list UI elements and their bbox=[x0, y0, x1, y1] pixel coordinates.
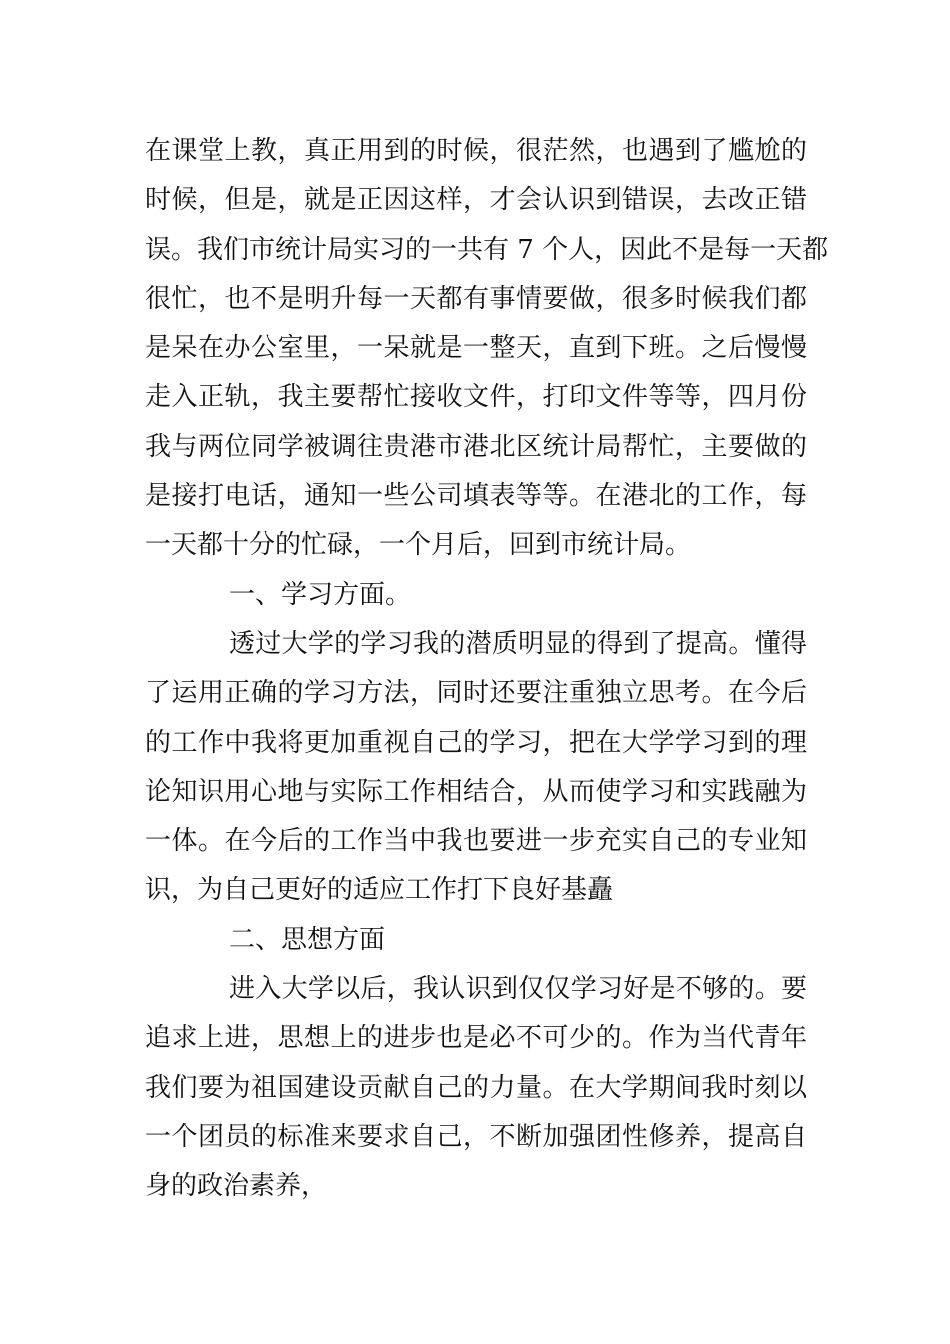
text-line: 论知识用心地与实际工作相结合，从而使学习和实践融为 bbox=[145, 776, 807, 807]
text-line: 走入正轨，我主要帮忙接收文件，打印文件等等，四月份 bbox=[145, 382, 807, 413]
text-line: 在课堂上教，真正用到的时候，很茫然，也遇到了尴尬的 bbox=[145, 136, 807, 166]
text-line: 身的政治素养， bbox=[145, 1171, 328, 1202]
body-text bbox=[145, 127, 829, 1212]
text-line: 的工作中我将更加重视自己的学习，把在大学学习到的理 bbox=[145, 727, 807, 758]
section-heading: 二、思想方面 bbox=[229, 924, 386, 955]
text-line: 是呆在办公室里，一呆就是一整天，直到下班。之后慢慢 bbox=[145, 333, 807, 364]
text-line: 很忙，也不是明升每一天都有事情要做，很多时候我们都 bbox=[145, 283, 807, 314]
text-line: 是接打电话，通知一些公司填表等等。在港北的工作，每 bbox=[145, 481, 807, 512]
text-line: 了运用正确的学习方法，同时还要注重独立思考。在今后 bbox=[145, 678, 807, 709]
text-line: 时候，但是，就是正因这样，才会认识到错误，去改正错 bbox=[145, 185, 807, 216]
text-line: 透过大学的学习我的潜质明显的得到了提高。懂得 bbox=[229, 628, 807, 659]
text-line: 识，为自己更好的适应工作打下良好基矗 bbox=[145, 875, 614, 906]
section-heading: 一、学习方面。 bbox=[229, 579, 412, 610]
text-line: 误。我们市统计局实习的一共有 7 个人，因此不是每一天都 bbox=[145, 234, 829, 265]
text-line: 我们要为祖国建设贡献自己的力量。在大学期间我时刻以 bbox=[145, 1072, 807, 1103]
text-line: 追求上进，思想上的进步也是必不可少的。作为当代青年 bbox=[145, 1023, 807, 1054]
text-line: 一天都十分的忙碌，一个月后，回到市统计局。 bbox=[145, 530, 692, 561]
text-line: 一个团员的标准来要求自己，不断加强团性修养，提高自 bbox=[145, 1121, 807, 1152]
text-line: 一体。在今后的工作当中我也要进一步充实自己的专业知 bbox=[145, 826, 807, 857]
text-line: 进入大学以后，我认识到仅仅学习好是不够的。要 bbox=[229, 974, 807, 1005]
text-line: 我与两位同学被调往贵港市港北区统计局帮忙，主要做的 bbox=[145, 431, 807, 462]
